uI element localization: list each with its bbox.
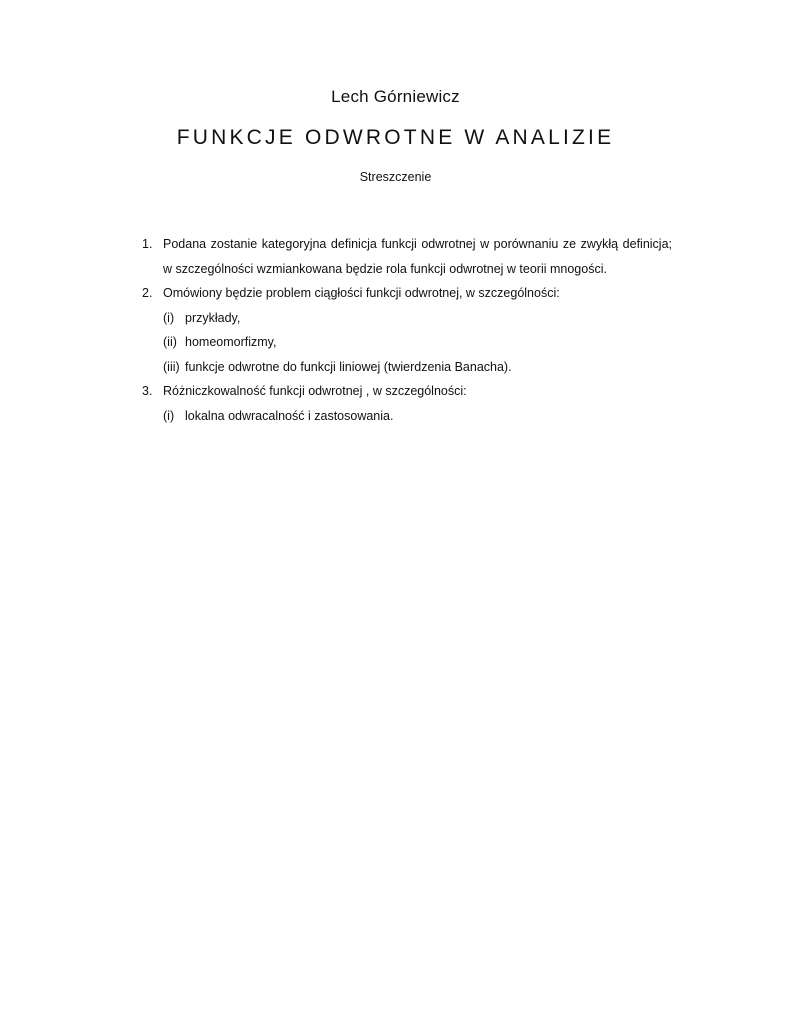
- list-item-number: 2.: [142, 286, 153, 300]
- document-subtitle: Streszczenie: [359, 170, 432, 184]
- list-item-line: Omówiony będzie problem ciągłości funkcji odwrotnej, w szczególności:: [163, 286, 560, 300]
- sub-item: [163, 404, 672, 429]
- sub-item-text: homeomorfizmy,: [185, 335, 277, 349]
- list-item-text: [163, 379, 672, 404]
- list-item-line: Różniczkowalność funkcji odwrotnej , w szczególności:: [163, 384, 467, 398]
- list-item-number: 3.: [142, 384, 153, 398]
- list-item-1: [142, 232, 672, 281]
- sub-item-label: (i): [163, 310, 175, 325]
- abstract-list: [142, 232, 672, 428]
- list-item-line: Podana zostanie kategoryjna definicja funkcji odwrotnej w porównaniu ze zwykłą definicja;: [163, 237, 672, 251]
- list-item-3: [142, 379, 672, 404]
- list-item-line: w szczególności wzmiankowana będzie rola funkcji odwrotnej w teorii mnogości.: [163, 261, 607, 276]
- list-item-text: [163, 281, 672, 306]
- sub-item: [163, 330, 672, 355]
- sub-item-text: przykłady,: [185, 310, 241, 325]
- sub-item-label: (ii): [163, 335, 177, 349]
- list-item-2: [142, 281, 672, 306]
- sub-item: [163, 355, 672, 380]
- document-title: FUNKCJE ODWROTNE W ANALIZIE: [176, 126, 615, 149]
- sub-item-label: (iii): [163, 359, 180, 374]
- sub-item: [163, 306, 672, 331]
- list-item-text: [163, 232, 672, 281]
- sub-item-label: (i): [163, 408, 175, 423]
- list-item-number: 1.: [142, 237, 153, 251]
- sub-item-text: lokalna odwracalność i zastosowania.: [185, 408, 394, 423]
- author-name: Lech Górniewicz: [331, 87, 460, 106]
- sub-item-text: funkcje odwrotne do funkcji liniowej (twierdzenia Banacha).: [185, 359, 512, 374]
